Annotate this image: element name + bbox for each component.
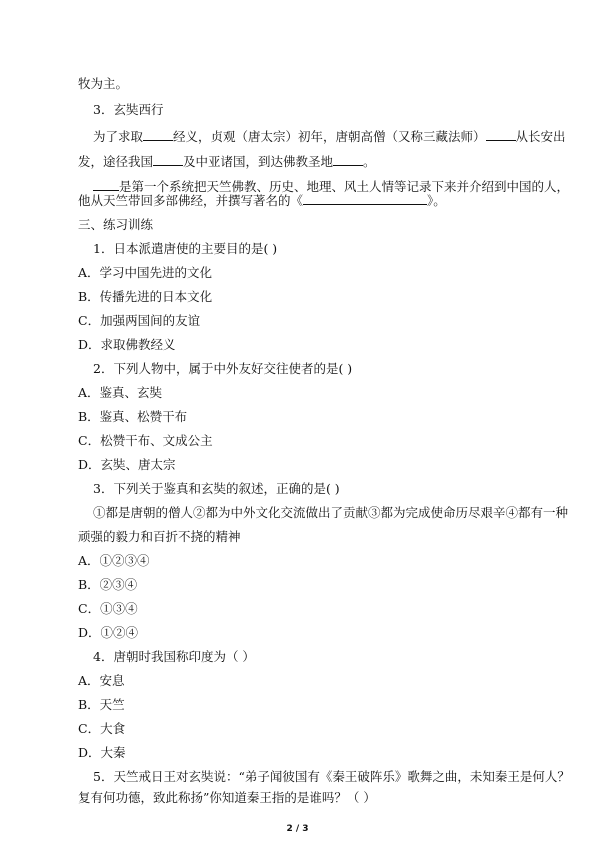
paragraph-line [78,153,376,170]
text-fragment: 。 [363,154,376,169]
page-number: 2 / 3 [286,824,309,834]
section-heading-practice: 三、练习训练 [78,217,154,232]
question-5-stem: 5．天竺戒日王对玄奘说：“弟子闻彼国有《秦王破阵乐》歌舞之曲，未知秦王是何人？ [93,769,570,784]
fill-blank [143,128,173,141]
question-2-option-a: A．鉴真、玄奘 [78,385,163,400]
question-1-option-c: C．加强两国间的友谊 [78,313,201,328]
question-1-option-b: B．传播先进的日本文化 [78,289,213,304]
section-heading-xuanzang: 3．玄奘西行 [93,102,164,117]
text-fragment: 及中亚诸国，到达佛教圣地 [183,154,334,169]
paragraph-line [78,192,446,209]
fill-blank [93,178,119,191]
text-fragment: 是第一个系统把天竺佛教、历史、地理、风土人情等记录下来并介绍到中国的人， [119,179,570,194]
question-1-option-a: A．学习中国先进的文化 [78,265,213,280]
text-fragment: 发，途径我国 [78,154,154,169]
question-4-option-a: A．安息 [78,673,125,688]
question-2-option-c: C．松赞干布、文成公主 [78,433,213,448]
text-fragment: 经义，贞观（唐太宗）初年，唐朝高僧（又称三藏法师） [173,129,486,144]
question-4-option-d: D．大秦 [78,745,126,760]
text-fragment: 》。 [427,193,446,208]
text-fragment: 为了求取 [93,129,144,144]
question-3-option-d: D．①②④ [78,625,139,640]
question-4-stem: 4．唐朝时我国称印度为（ ） [93,649,255,664]
question-5-stem-cont: 复有何功德，致此称扬”你知道秦王指的是谁吗？（ ） [78,790,376,805]
text-line-continued: 牧为主。 [78,76,129,91]
question-4-option-b: B．天竺 [78,697,125,712]
fill-blank [303,192,427,205]
paragraph-line [93,128,566,145]
question-2-option-b: B．鉴真、松赞干布 [78,409,188,424]
question-1-stem: 1．日本派遣唐使的主要目的是( ) [93,241,278,256]
question-3-option-b: B．②③④ [78,577,138,592]
fill-blank [333,153,363,166]
question-2-option-d: D．玄奘、唐太宗 [78,457,176,472]
text-fragment: 他从天竺带回多部佛经，并撰写著名的《 [78,193,304,208]
question-4-option-c: C．大食 [78,721,126,736]
question-3-statements: ①都是唐朝的僧人②都为中外文化交流做出了贡献③都为完成使命历尽艰辛④都有一种 [93,505,569,520]
question-3-option-c: C．①③④ [78,601,138,616]
question-3-option-a: A．①②③④ [78,553,150,568]
text-fragment: 从长安出 [515,129,566,144]
fill-blank [153,153,183,166]
question-2-stem: 2．下列人物中，属于中外友好交往使者的是( ) [93,361,353,376]
question-3-statements-cont: 顽强的毅力和百折不挠的精神 [78,529,241,544]
question-1-option-d: D．求取佛教经义 [78,337,176,352]
fill-blank [486,128,516,141]
question-3-stem: 3．下列关于鉴真和玄奘的叙述，正确的是( ) [93,481,340,496]
